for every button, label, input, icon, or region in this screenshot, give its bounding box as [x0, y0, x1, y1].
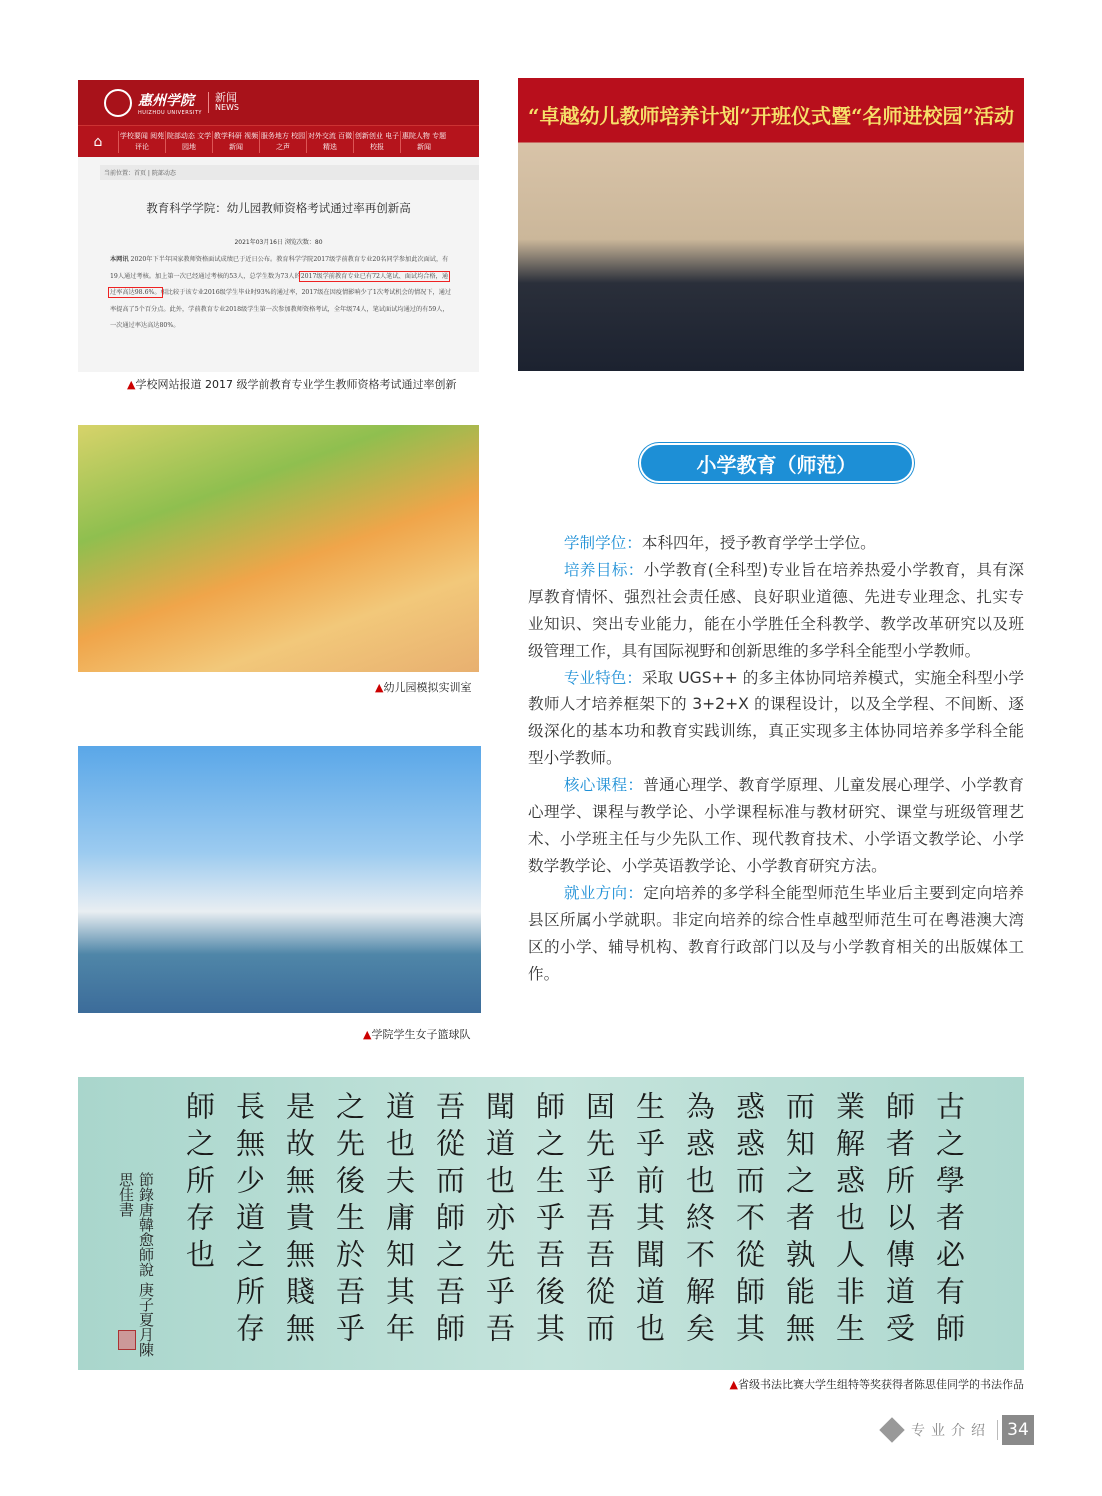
- calligraphy-signature: 節錄唐韓愈師說 庚子夏月陳思佳書: [117, 1172, 155, 1357]
- nav-item[interactable]: 惠院人物 专题新闻: [401, 131, 447, 151]
- paragraph-goal: [528, 557, 1024, 665]
- calligraphy-text: 古之學者必有師師者所以傳道受業解惑也人非生而知之者孰能無惑惑而不從師其為惑也終不解矣生乎前其聞道也固先乎吾吾從而師之生乎吾後其聞道也亦先乎吾吾從而師之吾師道也夫庸知其年之先後生於吾乎是故無貴無賤無長無少道之所存師之所存也: [182, 1091, 966, 1350]
- section-title: 小学教育（师范）: [639, 443, 914, 483]
- page-number: 34: [1002, 1415, 1034, 1445]
- website-header: [78, 80, 479, 125]
- breadcrumb: 当前位置：首页 | 院部动态: [100, 165, 479, 180]
- paragraph-careers: [528, 880, 1024, 988]
- article-body: [110, 252, 454, 335]
- caption-text: 幼儿园模拟实训室: [383, 681, 472, 694]
- basketball-photo: [78, 746, 481, 1013]
- highlighted-text: 2017级学前教育专业已有72人笔试、面试均合格，通过率高达98.6%。: [110, 272, 449, 296]
- nav-item[interactable]: 学校要闻 阅苑评论: [119, 131, 165, 151]
- caption-website: ▲学校网站报道 2017 级学前教育专业学生教师资格考试通过率创新: [127, 378, 457, 391]
- body-text: 2020年下半年国家教师资格面试成绩已于近日公布。教育科学学院2017级学前教育专业20名同学参加此次面试，有19人通过考核。加上第一次已经通过考核的53人，总学生数为73人的: [110, 256, 449, 280]
- classroom-photo: [78, 425, 479, 672]
- diamond-icon: [879, 1417, 904, 1442]
- nav-item[interactable]: 教学科研 视频新闻: [213, 131, 259, 151]
- article-date: 2021年03月16日 浏览次数：80: [234, 239, 323, 246]
- paragraph-features: [528, 665, 1024, 773]
- caption-classroom: ▲幼儿园模拟实训室: [375, 681, 472, 694]
- article-title: 教育科学学院：幼儿园教师资格考试通过率再创新高: [146, 201, 411, 215]
- footer-section: 专业介绍: [911, 1420, 998, 1440]
- body-text: 相比较于该专业2016级学生毕业时93%的通过率，2017级在因疫情影响少了1次考试机会的情况下，通过率提高了5个百分点。此外，学前教育专业2018级学生第一次参加教师资格考试，全年级74人，笔试面试均通过的有59人，一次通过率达高达80%。: [110, 289, 452, 329]
- label: 核心课程：: [563, 776, 644, 795]
- caption-text: 省级书法比赛大学生组特等奖获得者陈思佳同学的书法作品: [738, 1378, 1024, 1391]
- website-screenshot: [78, 80, 479, 372]
- text: 普通心理学、教育学原理、儿童发展心理学、小学教育心理学、课程与教学论、小学课程标准与教材研究、课堂与班级管理艺术、小学班主任与少先队工作、现代教育技术、小学语文教学论、小学数学教学论、小学英语教学论、小学教育研究方法。: [528, 776, 1024, 875]
- caption-text: 学院学生女子篮球队: [371, 1028, 471, 1041]
- text: 小学教育(全科型)专业旨在培养热爱小学教育，具有深厚教育情怀、强烈社会责任感、良好职业道德、先进专业理念、扎实专业知识、突出专业能力，能在小学胜任全科教学、教学改革研究以及班级管理工作，具有国际视野和创新思维的多学科全能型小学教师。: [528, 560, 1024, 660]
- body-lead: 本网讯: [110, 256, 129, 263]
- logo-name: 惠州学院: [138, 92, 194, 109]
- nav-item[interactable]: 院部动态 文学园地: [166, 131, 212, 151]
- calligraphy-artwork: [78, 1077, 1024, 1370]
- page-footer: [883, 1415, 1034, 1445]
- label: 专业特色：: [563, 668, 643, 687]
- group-photo: [518, 78, 1024, 371]
- label: 就业方向：: [563, 883, 644, 902]
- caption-basketball: ▲学院学生女子篮球队: [363, 1028, 471, 1041]
- photo-banner: “卓越幼儿教师培养计划”开班仪式暨“名师进校园”活动: [527, 104, 1014, 128]
- nav-item[interactable]: 创新创业 电子校报: [354, 131, 400, 151]
- caption-text: 学校网站报道 2017 级学前教育专业学生教师资格考试通过率创新: [135, 378, 457, 391]
- seal-stamp: [118, 1330, 136, 1350]
- nav-item[interactable]: 对外交流 百微精选: [307, 131, 353, 151]
- text: 采取 UGS++ 的多主体协同培养模式，实施全科型小学教师人才培养框架下的 3+2+X 的课程设计，以及全学程、不间断、逐级深化的基本功和教育实践训练，真正实现多主体协同培养多学科全能型小学教师。: [528, 668, 1024, 768]
- paragraph-courses: [528, 772, 1024, 880]
- news-en: NEWS: [214, 103, 239, 113]
- caption-calligraphy: ▲省级书法比赛大学生组特等奖获得者陈思佳同学的书法作品: [729, 1378, 1024, 1391]
- logo-en: HUIZHOU UNIVERSITY: [138, 109, 202, 116]
- text: 本科四年，授予教育学学士学位。: [641, 534, 876, 552]
- text: 定向培养的多学科全能型师范生毕业后主要到定向培养县区所属小学就职。非定向培养的综合性卓越型师范生可在粤港澳大湾区的小学、辅导机构、教育行政部门以及与小学教育相关的出版媒体工作。: [528, 883, 1024, 983]
- nav-item[interactable]: 服务地方 校园之声: [260, 131, 306, 151]
- news-cn: 新闻: [214, 91, 237, 105]
- label: 培养目标：: [563, 560, 644, 579]
- paragraph-degree: [528, 530, 1024, 557]
- program-description: [528, 530, 1024, 987]
- home-icon[interactable]: ⌂: [93, 133, 103, 150]
- label: 学制学位：: [563, 534, 642, 552]
- university-seal-icon: [104, 89, 132, 117]
- website-nav: [78, 125, 479, 157]
